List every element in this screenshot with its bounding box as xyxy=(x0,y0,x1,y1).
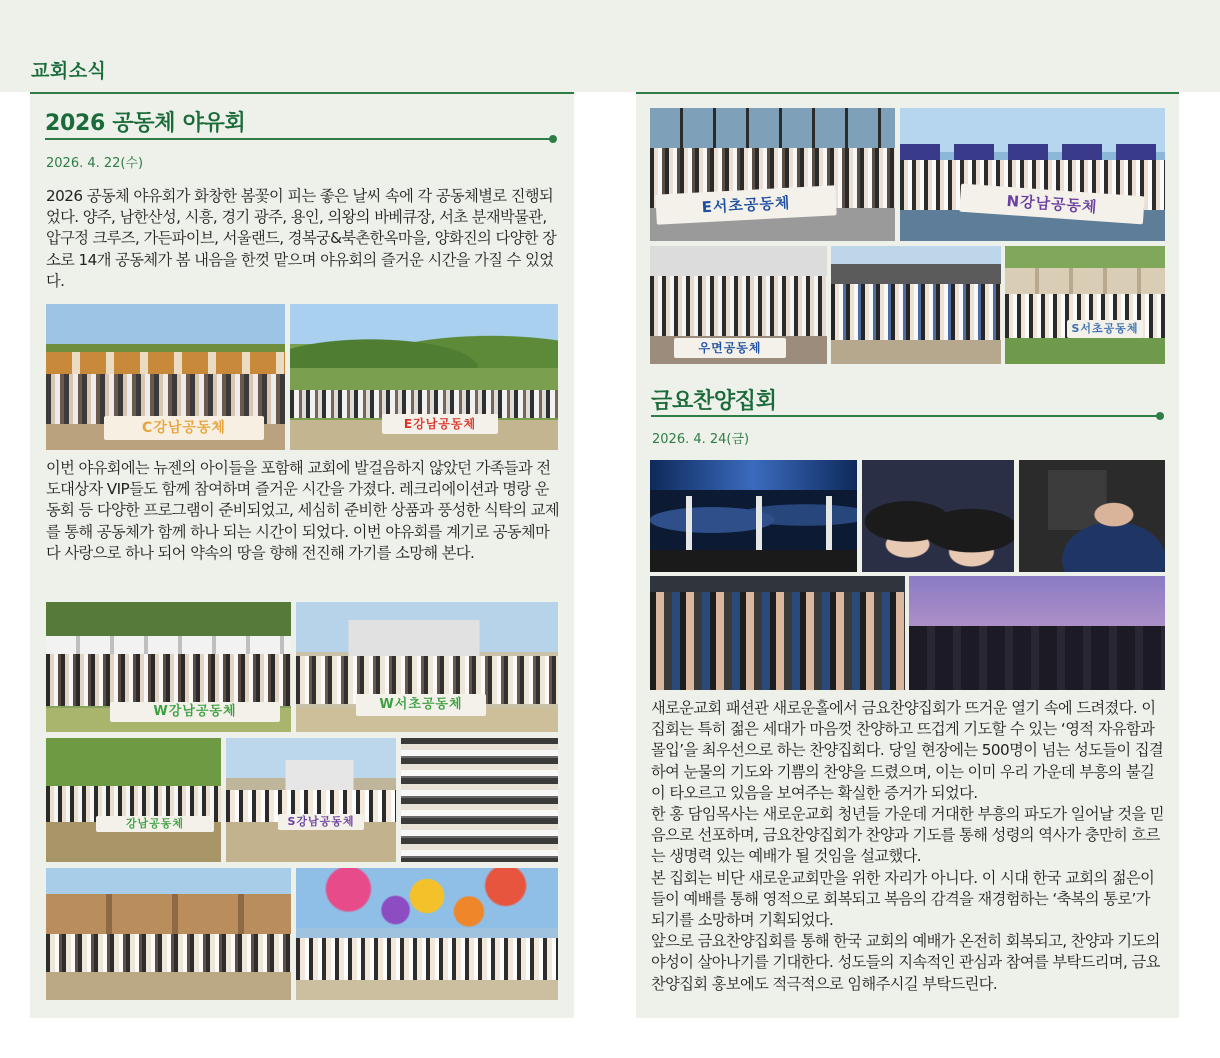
photo-flower-arch-group xyxy=(296,868,558,1000)
banner-s-seocho: S서초공동체 xyxy=(1067,320,1143,338)
photo-worship-prayer xyxy=(862,460,1014,572)
photo-e-seocho-indoor xyxy=(650,108,895,241)
banner-w-seocho: W서초공동체 xyxy=(356,694,486,716)
banner-w-gangnam: W강남공동체 xyxy=(110,702,280,722)
photo-s-gangnam-picnic xyxy=(226,738,396,862)
article-title-picnic: 2026 공동체 야유회 xyxy=(45,111,246,136)
photo-stairs-group xyxy=(401,738,558,862)
banner-n-gangnam: N강남공동체 xyxy=(959,184,1145,225)
photo-w-gangnam-picnic xyxy=(46,602,291,732)
photo-c-gangnam-picnic xyxy=(46,304,285,450)
photo-pastor-preaching xyxy=(1019,460,1165,572)
body-paragraph: 이번 야유회에는 뉴젠의 아이들을 포함해 교회에 발걸음하지 않았던 가족들과 전도대상자 VIP들도 함께 참여하며 즐거운 시간을 가졌다. 레크리에이션과 명랑 운동회 등 다양한 프로그램이 준비되었고, 세심히 준비한 상품과 풍성한 식탁의 교제를 통해 공동체가 함께 하나 되는 시간이 되었다. 이번 야유회를 계기로 공동체마다 사랑으로 하나 되어 약속의 땅을 향해 전진해 가기를 소망해 본다. xyxy=(46,459,560,562)
body-paragraph: 2026 공동체 야유회가 화창한 봄꽃이 피는 좋은 날씨 속에 각 공동체별로 진행되었다. 양주, 남한산성, 시흥, 경기 광주, 용인, 의왕의 바베큐장, 서초 분재박물관, 압구정 크루즈, 가든파이브, 서울랜드, 경복궁&북촌한옥마을, 양화진의 다양한 장소로 14개 공동체가 봄 내음을 한껏 맡으며 야유회의 즐거운 시간을 가질 수 있었다. xyxy=(46,187,557,290)
section-label: 교회소식 xyxy=(31,60,107,82)
banner-e-seocho: E서초공동체 xyxy=(655,185,836,224)
photo-worship-hands-raised xyxy=(909,576,1165,690)
photo-gangnam-forest xyxy=(46,738,221,862)
title-rule xyxy=(651,415,1160,417)
article-body-friday-worship xyxy=(651,698,1165,995)
body-paragraph: 본 집회는 비단 새로운교회만을 위한 자리가 아니다. 이 시대 한국 교회의 젊은이들이 예배를 통해 영적으로 회복되고 복음의 감격을 재경험하는 ‘축복의 통로’가 되기를 소망하며 기획되었다. xyxy=(651,868,1155,930)
photo-w-seocho-picnic xyxy=(296,602,558,732)
photo-worship-stage xyxy=(650,460,857,572)
photo-n-gangnam-cruise xyxy=(900,108,1165,241)
banner-s-gangnam: S강남공동체 xyxy=(278,814,364,830)
article-date-picnic: 2026. 4. 22(수) xyxy=(46,156,144,171)
banner-c-gangnam: C강남공동체 xyxy=(104,416,264,440)
photo-worship-youth-singing xyxy=(650,576,905,690)
banner-woomyeon: 우면공동체 xyxy=(674,338,786,358)
photo-e-gangnam-picnic xyxy=(290,304,558,450)
banner-e-gangnam: E강남공동체 xyxy=(382,414,498,434)
body-paragraph: 새로운교회 패션관 새로운홀에서 금요찬양집회가 뜨거운 열기 속에 드려졌다. 이 집회는 특히 젊은 세대가 마음껏 찬양하고 뜨겁게 기도할 수 있는 ‘영적 자유함과 몰입’을 최우선으로 하는 찬양집회다. 당일 현장에는 500명이 넘는 성도들이 집결하여 눈물의 기도와 기쁨의 찬양을 드렸으며, 이는 이미 우리 가운데 부흥의 불길이 타오르고 있음을 보여주는 확실한 증거가 되었다. xyxy=(651,699,1164,802)
photo-cabin-group xyxy=(46,868,291,1000)
title-rule xyxy=(45,138,553,140)
photo-gyeongbokgung-group xyxy=(831,246,1001,364)
banner-gangnam-partial: 강남공동체 xyxy=(96,816,214,832)
photo-s-seocho-picnic xyxy=(1005,246,1165,364)
article-title-friday-worship: 금요찬양집회 xyxy=(651,389,777,414)
article-body-picnic-1 xyxy=(46,186,560,292)
body-paragraph: 앞으로 금요찬양집회를 통해 한국 교회의 예배가 온전히 회복되고, 찬양과 기도의 야성이 살아나기를 기대한다. 성도들의 지속적인 관심과 참여를 부탁드리며, 금요찬양집회 홍보에도 적극적으로 임해주시길 부탁드린다. xyxy=(651,932,1160,993)
top-band xyxy=(0,0,1220,92)
right-column xyxy=(636,92,1179,1018)
article-body-picnic-2 xyxy=(46,458,560,564)
body-paragraph: 한 홍 담임목사는 새로운교회 청년들 가운데 거대한 부흥의 파도가 일어날 것을 믿음으로 선포하며, 금요찬양집회가 찬양과 기도를 통해 성령의 역사가 충만히 흐르는 생명력 있는 예배가 될 것임을 설교했다. xyxy=(651,805,1165,866)
photo-woomyeon-hall xyxy=(650,246,827,364)
article-date-friday-worship: 2026. 4. 24(금) xyxy=(652,432,750,447)
left-column xyxy=(30,92,574,1018)
